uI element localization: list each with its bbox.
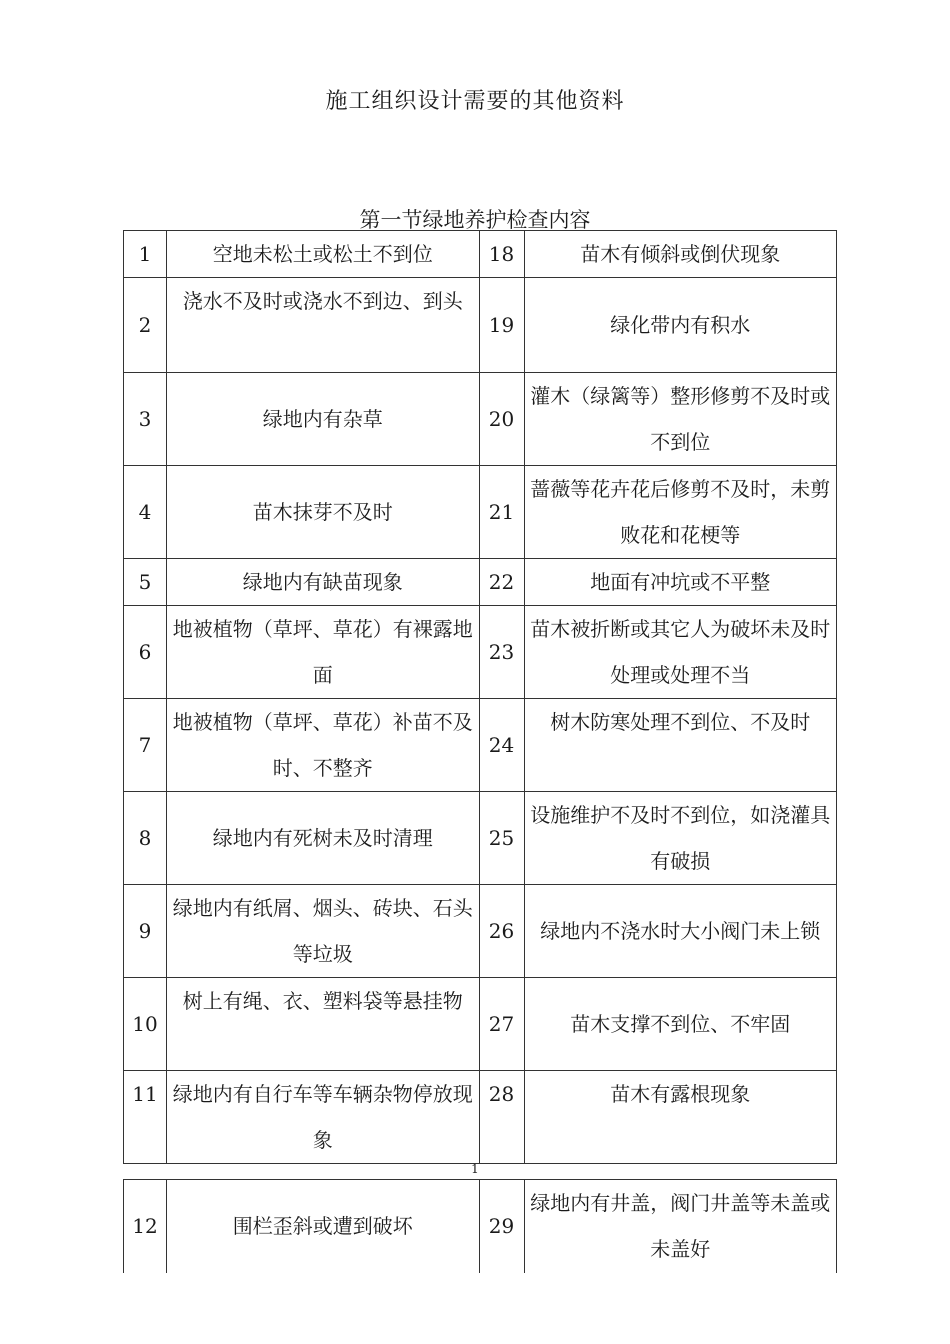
inspection-table-continued (123, 1179, 837, 1273)
table-row (124, 559, 837, 606)
item-number: 6 (124, 606, 167, 699)
item-text: 绿化带内有积水 (524, 278, 837, 373)
item-number: 8 (124, 792, 167, 885)
document-title: 施工组织设计需要的其他资料 (325, 89, 625, 114)
item-number: 3 (124, 373, 167, 466)
item-text: 绿地内有纸屑、烟头、砖块、石头等垃圾 (167, 885, 480, 978)
item-text: 树木防寒处理不到位、不及时 (524, 699, 837, 792)
table-row (124, 792, 837, 885)
item-number: 25 (479, 792, 524, 885)
item-number: 20 (479, 373, 524, 466)
item-text: 绿地内有自行车等车辆杂物停放现象 (167, 1071, 480, 1164)
item-number: 26 (479, 885, 524, 978)
item-number: 9 (124, 885, 167, 978)
table-row (124, 885, 837, 978)
item-text: 地被植物（草坪、草花）补苗不及时、不整齐 (167, 699, 480, 792)
item-number: 28 (479, 1071, 524, 1164)
item-number: 29 (479, 1180, 524, 1273)
table-row (124, 699, 837, 792)
inspection-table (123, 230, 837, 1164)
table-row (124, 466, 837, 559)
item-number: 23 (479, 606, 524, 699)
item-text: 树上有绳、衣、塑料袋等悬挂物 (167, 978, 480, 1071)
table-row (124, 278, 837, 373)
item-text: 灌木（绿篱等）整形修剪不及时或不到位 (524, 373, 837, 466)
item-text: 浇水不及时或浇水不到边、到头 (167, 278, 480, 373)
item-text: 绿地内不浇水时大小阀门未上锁 (524, 885, 837, 978)
item-text: 围栏歪斜或遭到破坏 (167, 1180, 480, 1273)
item-text: 绿地内有杂草 (167, 373, 480, 466)
item-text: 绿地内有井盖，阀门井盖等未盖或未盖好 (524, 1180, 837, 1273)
item-text: 苗木被折断或其它人为破坏未及时处理或处理不当 (524, 606, 837, 699)
item-text: 地面有冲坑或不平整 (524, 559, 837, 606)
item-text: 苗木有露根现象 (524, 1071, 837, 1164)
section-title: 第一节绿地养护检查内容 (359, 208, 591, 232)
item-text: 苗木抹芽不及时 (167, 466, 480, 559)
table-row (124, 1180, 837, 1273)
item-number: 12 (124, 1180, 167, 1273)
table-row (124, 231, 837, 278)
item-number: 4 (124, 466, 167, 559)
table-row (124, 606, 837, 699)
item-text: 设施维护不及时不到位，如浇灌具有破损 (524, 792, 837, 885)
item-text: 绿地内有死树未及时清理 (167, 792, 480, 885)
item-number: 22 (479, 559, 524, 606)
item-number: 11 (124, 1071, 167, 1164)
item-text: 地被植物（草坪、草花）有裸露地面 (167, 606, 480, 699)
item-text: 苗木有倾斜或倒伏现象 (524, 231, 837, 278)
item-number: 10 (124, 978, 167, 1071)
table-row (124, 373, 837, 466)
item-text: 绿地内有缺苗现象 (167, 559, 480, 606)
table-row (124, 1071, 837, 1164)
table-row (124, 978, 837, 1071)
item-number: 7 (124, 699, 167, 792)
item-text: 苗木支撑不到位、不牢固 (524, 978, 837, 1071)
item-number: 21 (479, 466, 524, 559)
page-number: 1 (471, 1162, 479, 1176)
item-number: 19 (479, 278, 524, 373)
item-number: 5 (124, 559, 167, 606)
item-number: 2 (124, 278, 167, 373)
item-number: 1 (124, 231, 167, 278)
item-number: 18 (479, 231, 524, 278)
item-number: 27 (479, 978, 524, 1071)
item-text: 空地未松土或松土不到位 (167, 231, 480, 278)
item-number: 24 (479, 699, 524, 792)
item-text: 蔷薇等花卉花后修剪不及时，未剪败花和花梗等 (524, 466, 837, 559)
